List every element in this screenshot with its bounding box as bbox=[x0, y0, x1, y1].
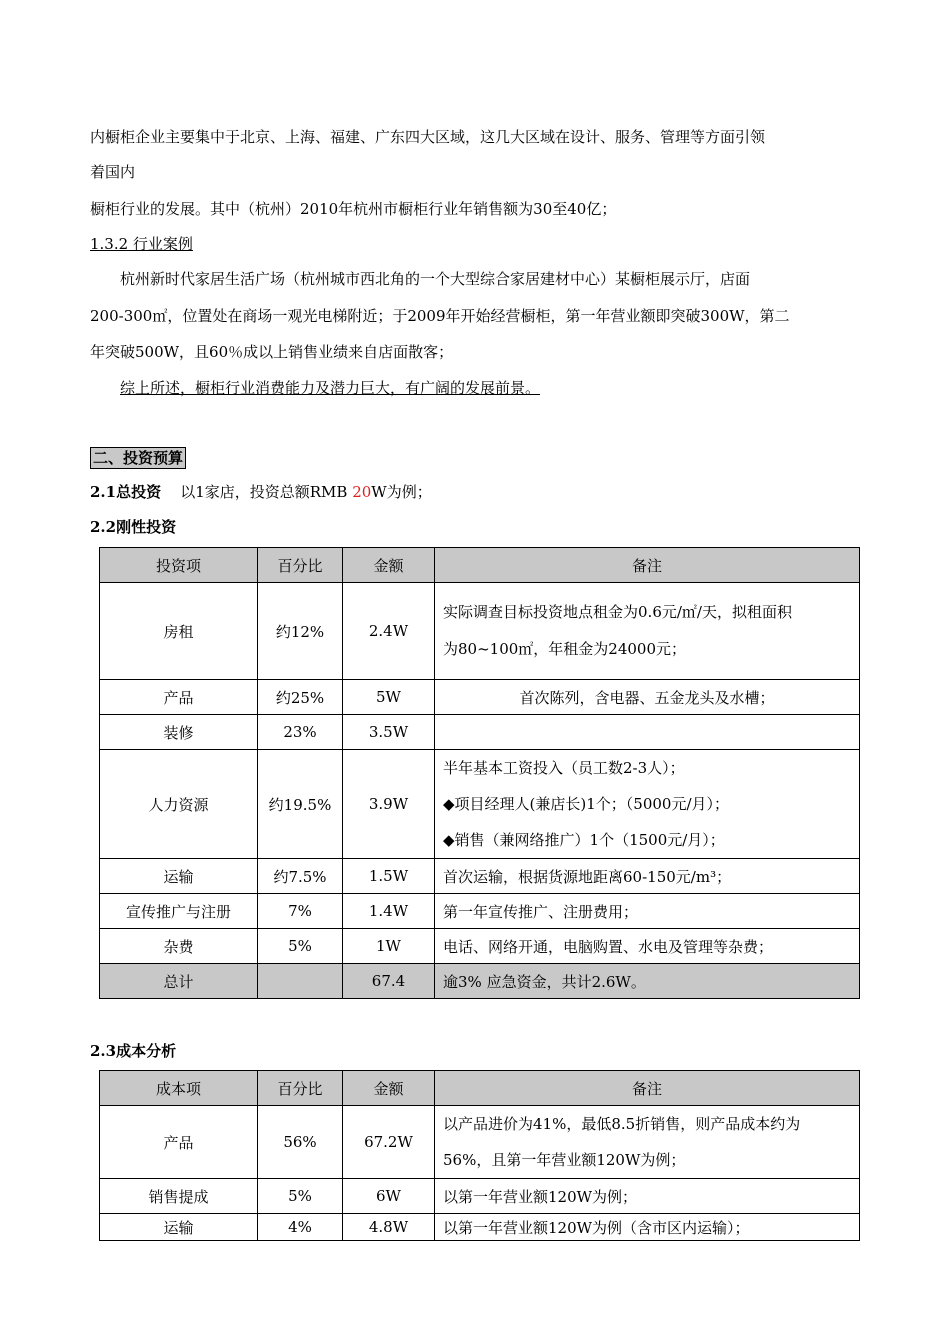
percent-cell: 约7.5% bbox=[258, 859, 343, 894]
note-cell: 以第一年营业额120W为例（含市区内运输）； bbox=[435, 1214, 860, 1241]
case-heading: 1.3.2 行业案例 bbox=[90, 235, 193, 253]
item-cell: 运输 bbox=[100, 1214, 258, 1241]
column-header: 备注 bbox=[435, 1071, 860, 1106]
note-cell bbox=[435, 583, 860, 680]
total-investment-text: 以1家店，投资总额RMB bbox=[180, 483, 353, 501]
item-cell: 宣传推广与注册 bbox=[100, 894, 258, 929]
column-header: 百分比 bbox=[258, 548, 343, 583]
note-cell: 第一年宣传推广、注册费用； bbox=[435, 894, 860, 929]
table-row bbox=[100, 859, 860, 894]
table-row bbox=[100, 750, 860, 859]
amount-cell: 67.4 bbox=[343, 964, 435, 999]
table-total-row bbox=[100, 964, 860, 999]
percent-cell: 7% bbox=[258, 894, 343, 929]
note-cell: 逾3% 应急资金，共计2.6W。 bbox=[435, 964, 860, 999]
note-line: ◆销售（兼网络推广）1个（1500元/月）； bbox=[443, 831, 725, 849]
total-investment-label: 2.1总投资 bbox=[90, 483, 162, 501]
percent-cell: 56% bbox=[258, 1106, 343, 1179]
case-paragraph-line: 年突破500W，且60％成以上销售业绩来自店面散客； bbox=[90, 343, 454, 361]
total-investment-line bbox=[90, 482, 432, 502]
amount-cell: 4.8W bbox=[343, 1214, 435, 1241]
note-line: ◆项目经理人(兼店长)1个；（5000元/月）； bbox=[443, 795, 730, 813]
item-cell: 产品 bbox=[100, 680, 258, 715]
amount-cell: 5W bbox=[343, 680, 435, 715]
percent-cell bbox=[258, 964, 343, 999]
percent-cell: 5% bbox=[258, 1179, 343, 1214]
note-cell bbox=[435, 715, 860, 750]
table-header-row bbox=[100, 1071, 860, 1106]
note-line: 以产品进价为41%，最低8.5折销售，则产品成本约为 bbox=[443, 1115, 801, 1133]
rigid-investment-heading: 2.2刚性投资 bbox=[90, 518, 177, 536]
table-row bbox=[100, 583, 860, 680]
table-row bbox=[100, 929, 860, 964]
percent-cell: 23% bbox=[258, 715, 343, 750]
table-header-row bbox=[100, 548, 860, 583]
intro-line: 内橱柜企业主要集中于北京、上海、福建、广东四大区域，这几大区域在设计、服务、管理等方面引领 bbox=[90, 128, 766, 146]
amount-cell: 2.4W bbox=[343, 583, 435, 680]
case-paragraph-line: 杭州新时代家居生活广场（杭州城市西北角的一个大型综合家居建材中心）某橱柜展示厅，店面 bbox=[120, 270, 751, 288]
investment-table bbox=[99, 547, 860, 999]
note-cell: 电话、网络开通，电脑购置、水电及管理等杂费； bbox=[435, 929, 860, 964]
note-line: 56%，且第一年营业额120W为例； bbox=[443, 1151, 686, 1169]
column-header: 百分比 bbox=[258, 1071, 343, 1106]
item-cell: 人力资源 bbox=[100, 750, 258, 859]
note-cell: 首次运输，根据货源地距离60-150元/m³； bbox=[435, 859, 860, 894]
percent-cell: 约19.5% bbox=[258, 750, 343, 859]
table-row bbox=[100, 1106, 860, 1179]
table-row bbox=[100, 894, 860, 929]
amount-cell: 67.2W bbox=[343, 1106, 435, 1179]
note-cell: 首次陈列，含电器、五金龙头及水槽； bbox=[435, 680, 860, 715]
percent-cell: 约12% bbox=[258, 583, 343, 680]
column-header: 投资项 bbox=[100, 548, 258, 583]
table-row bbox=[100, 715, 860, 750]
amount-cell: 1.4W bbox=[343, 894, 435, 929]
note-line: 半年基本工资投入（员工数2-3人）； bbox=[443, 759, 685, 777]
note-line: 实际调查目标投资地点租金为0.6元/㎡/天，拟租面积 bbox=[443, 603, 792, 621]
cost-table bbox=[99, 1070, 860, 1241]
amount-cell: 1W bbox=[343, 929, 435, 964]
note-line: 为80~100㎡，年租金为24000元； bbox=[443, 640, 687, 658]
intro-line: 着国内 bbox=[90, 163, 136, 181]
item-cell: 杂费 bbox=[100, 929, 258, 964]
amount-cell: 3.9W bbox=[343, 750, 435, 859]
cost-analysis-heading: 2.3成本分析 bbox=[90, 1042, 177, 1060]
column-header: 金额 bbox=[343, 548, 435, 583]
case-summary: 综上所述，橱柜行业消费能力及潜力巨大，有广阔的发展前景。 bbox=[120, 379, 541, 397]
item-cell: 房租 bbox=[100, 583, 258, 680]
percent-cell: 约25% bbox=[258, 680, 343, 715]
note-cell: 以第一年营业额120W为例； bbox=[435, 1179, 860, 1214]
table-row bbox=[100, 680, 860, 715]
case-paragraph-line: 200-300㎡，位置处在商场一观光电梯附近；于2009年开始经营橱柜，第一年营业额即突破300W，第二 bbox=[90, 307, 790, 325]
amount-cell: 3.5W bbox=[343, 715, 435, 750]
intro-line: 橱柜行业的发展。其中（杭州）2010年杭州市橱柜行业年销售额为30至40亿； bbox=[90, 200, 617, 218]
item-cell: 总计 bbox=[100, 964, 258, 999]
section-heading: 二、投资预算 bbox=[90, 447, 186, 469]
column-header: 备注 bbox=[435, 548, 860, 583]
item-cell: 运输 bbox=[100, 859, 258, 894]
percent-cell: 5% bbox=[258, 929, 343, 964]
column-header: 金额 bbox=[343, 1071, 435, 1106]
table-row bbox=[100, 1179, 860, 1214]
total-investment-text-end: W为例； bbox=[371, 483, 432, 501]
amount-cell: 1.5W bbox=[343, 859, 435, 894]
note-cell bbox=[435, 750, 860, 859]
item-cell: 产品 bbox=[100, 1106, 258, 1179]
total-investment-amount: 20 bbox=[352, 483, 372, 501]
amount-cell: 6W bbox=[343, 1179, 435, 1214]
percent-cell: 4% bbox=[258, 1214, 343, 1241]
note-cell bbox=[435, 1106, 860, 1179]
table-row bbox=[100, 1214, 860, 1241]
item-cell: 装修 bbox=[100, 715, 258, 750]
column-header: 成本项 bbox=[100, 1071, 258, 1106]
item-cell: 销售提成 bbox=[100, 1179, 258, 1214]
